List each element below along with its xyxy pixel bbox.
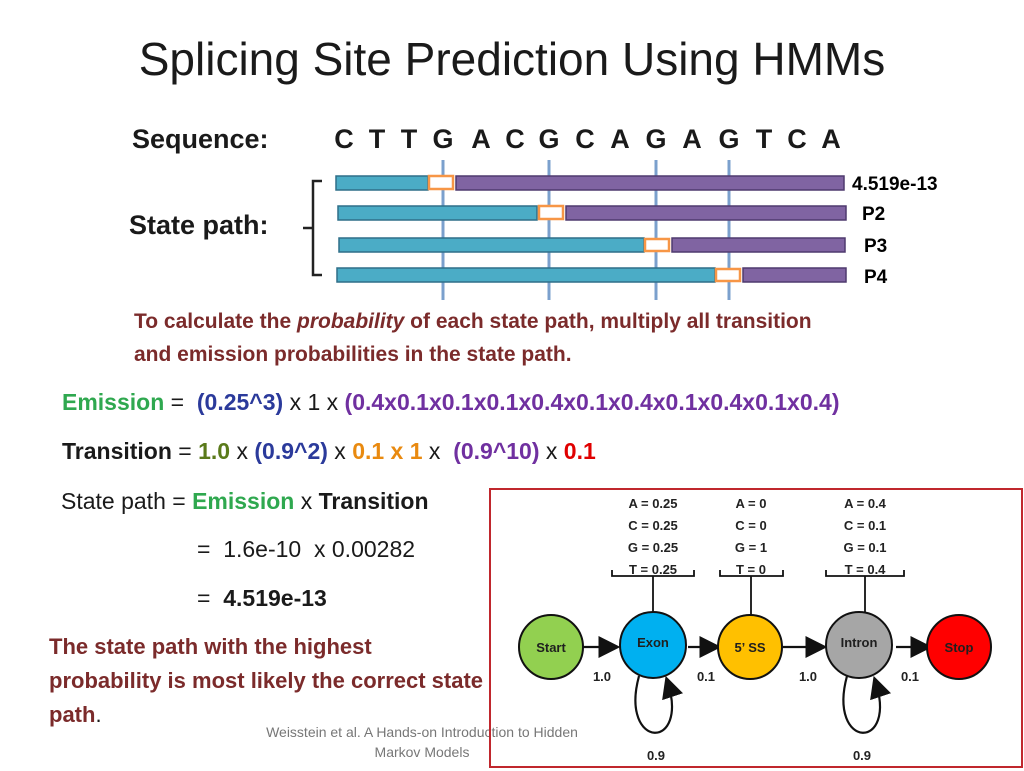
nucleotide: A [821, 124, 841, 154]
emission-table-2-row: T = 0 [736, 562, 766, 577]
emission-table-2-row: G = 1 [734, 540, 768, 555]
path-label-4: P4 [864, 267, 888, 288]
emission-equation: Emission = (0.25^3) x 1 x (0.4x0.1x0.1x0.1x0.4x0.1x0.4x0.1x0.4x0.1x0.4) [62, 389, 840, 415]
emission-table-3-row: T = 0.4 [844, 562, 886, 577]
hmm-diagram-frame [489, 488, 1023, 768]
nucleotide: T [368, 124, 386, 154]
emission-table-1-row: G = 0.25 [627, 540, 679, 555]
self-loop-prob: 0.9 [646, 748, 666, 763]
path-bar-2 [338, 206, 846, 220]
path-label-1: 4.519e-13 [852, 174, 938, 195]
nucleotide: C [575, 124, 595, 154]
emission-table-1-row: C = 0.25 [628, 518, 678, 533]
state-label-stop: Stop [944, 640, 974, 655]
nucleotide: G [645, 124, 667, 154]
sequence-label: Sequence: [132, 124, 269, 154]
state-path-graphic [0, 0, 1024, 310]
nucleotide: T [400, 124, 418, 154]
path-label-2: P2 [862, 204, 886, 225]
nucleotide: A [610, 124, 630, 154]
page-title: Splicing Site Prediction Using HMMs [138, 33, 886, 85]
state-path-equation: State path = Emission x Transition [61, 488, 429, 514]
calc-step-1: = 1.6e-10 x 0.00282 [197, 536, 416, 562]
nucleotide: G [538, 124, 560, 154]
transition-prob: 1.0 [592, 669, 612, 684]
bracket-icon [303, 181, 322, 275]
nucleotide: C [505, 124, 525, 154]
nucleotide: A [471, 124, 491, 154]
nucleotide: C [334, 124, 354, 154]
emission-table-3-row: G = 0.1 [843, 540, 887, 555]
emphasis-probability: probability [297, 310, 405, 333]
hmm-diagram [491, 490, 1021, 766]
calc-step-2: = 4.519e-13 [197, 585, 327, 611]
citation: Weisstein et al. A Hands-on Introduction to Hidden Markov Models [266, 724, 578, 760]
nucleotide: G [432, 124, 454, 154]
emission-table-2-row: C = 0 [735, 518, 767, 533]
self-loop-arrow [635, 676, 672, 733]
state-label-5ss: 5’ SS [734, 640, 766, 655]
state-path-label: State path: [129, 210, 269, 240]
emission-table-3-row: C = 0.1 [843, 518, 887, 533]
nucleotide: A [682, 124, 702, 154]
nucleotide: C [787, 124, 807, 154]
self-loop-prob: 0.9 [852, 748, 872, 763]
emission-table-2-row: A = 0 [735, 496, 767, 511]
explanation-text: To calculate the probability of each state path, multiply all transition and emission probabilities in the state path. [134, 310, 812, 366]
conclusion-text: The state path with the highest probability is most likely the correct state path. [49, 634, 484, 727]
transition-prob: 0.1 [900, 669, 920, 684]
path-label-3: P3 [864, 236, 888, 257]
emission-table-1-row: T = 0.25 [628, 562, 678, 577]
self-loop-arrow [843, 676, 880, 733]
nucleotide: G [718, 124, 740, 154]
transition-equation: Transition = 1.0 x (0.9^2) x 0.1 x 1 x (0.9^10) x 0.1 [62, 438, 596, 464]
state-label-exon: Exon [637, 635, 669, 650]
transition-prob: 1.0 [798, 669, 818, 684]
path-bar-4 [337, 268, 846, 282]
path-bar-1 [336, 176, 844, 190]
emission-table-3-row: A = 0.4 [844, 496, 886, 511]
state-label-start: Start [536, 640, 566, 655]
emission-table-1-row: A = 0.25 [628, 496, 678, 511]
path-bar-3 [339, 238, 845, 252]
state-label-intron: Intron [840, 635, 878, 650]
nucleotide: T [755, 124, 773, 154]
transition-prob: 0.1 [696, 669, 716, 684]
